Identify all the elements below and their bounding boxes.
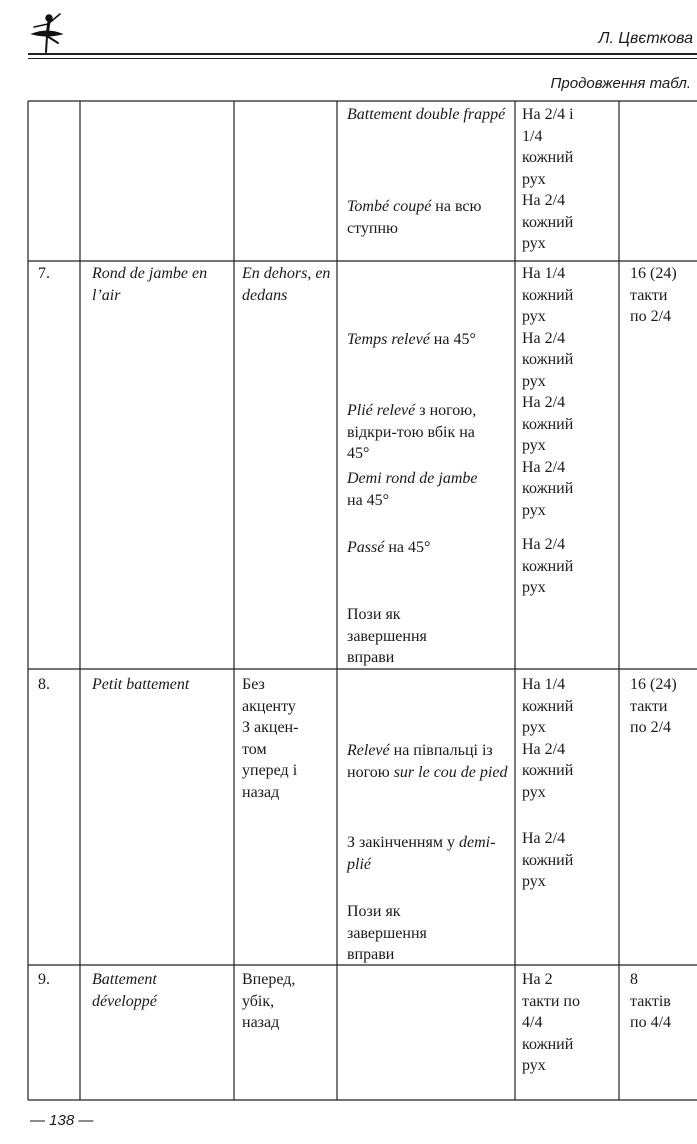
cell-line: тактів <box>630 992 671 1010</box>
cell-line: кожний <box>522 286 574 304</box>
table-cell <box>347 400 497 465</box>
cell-line: уперед і <box>242 762 298 779</box>
cell-line: рух <box>522 719 546 736</box>
cell-line: На 2/4 <box>522 458 566 476</box>
cell-line: кожний <box>522 762 574 779</box>
cell-line: Без <box>242 676 265 693</box>
exercise-name: Petit battement <box>92 676 190 693</box>
cell-line: рух <box>522 873 546 890</box>
table-cell <box>522 969 617 1077</box>
table-cell <box>630 674 696 739</box>
cell-line: На 1/4 <box>522 676 566 693</box>
cell-line: На 2 <box>522 971 553 988</box>
cell-line: На 2/4 <box>522 830 566 847</box>
cell-line: рух <box>522 783 546 801</box>
exercise-text: на 45° <box>347 491 390 509</box>
table-cell <box>630 969 696 1034</box>
cell-line: кожний <box>522 1035 574 1053</box>
exercise-text: з ногою, відкри-тою вбік на 45° <box>347 402 477 462</box>
table-cell <box>522 104 617 255</box>
author-name: Л. Цвєткова <box>598 30 693 47</box>
exercise-text: на всю ступню <box>347 198 482 237</box>
exercise-text: З закінченням у <box>347 834 459 851</box>
table-cell: Пози як завершення вправи <box>347 606 427 666</box>
cell-line: кожний <box>522 351 574 368</box>
cell-line: по 2/4 <box>630 719 672 736</box>
cell-line: такти <box>630 286 668 304</box>
cell-line: кожний <box>522 480 574 497</box>
cell-line: На 2/4 <box>522 740 566 758</box>
cell-line: акценту <box>242 697 296 715</box>
table-cell: Пози як завершення вправи <box>347 903 427 963</box>
cell-line: рух <box>522 235 546 252</box>
cell-line: кожний <box>522 851 574 869</box>
exercise-term: Tombé coupé <box>347 198 432 215</box>
exercise-direction: En dehors, en dedans <box>242 265 331 304</box>
exercise-text: на 45° <box>384 539 431 556</box>
table-cell <box>522 534 617 599</box>
cell-line: рух <box>522 437 546 454</box>
cell-line: том <box>242 740 267 758</box>
cell-line: 8 <box>630 971 638 988</box>
cell-line: 16 (24) <box>630 676 677 693</box>
table-cell <box>347 740 509 783</box>
cell-line: такти по <box>522 992 580 1010</box>
exercise-term: Demi rond de jambe <box>347 470 478 487</box>
cell-line: 1/4 <box>522 127 543 145</box>
cell-line: назад <box>242 783 280 801</box>
table-cell <box>347 537 512 559</box>
exercise-name: Rond de jambe en l’air <box>92 265 208 304</box>
cell-line: убік, <box>242 992 275 1010</box>
exercise-term: Passé <box>347 539 385 556</box>
dancer-logo-icon <box>28 10 68 56</box>
table-cell <box>242 674 334 803</box>
cell-line: по 2/4 <box>630 308 672 325</box>
header-rule-thin <box>28 58 697 59</box>
cell-line: по 4/4 <box>630 1014 672 1031</box>
cell-line: На 2/4 і <box>522 106 574 123</box>
table-cell <box>347 468 497 511</box>
exercise-term: sur le cou de pied <box>393 763 508 781</box>
cell-line: рух <box>522 1057 546 1074</box>
table-cell <box>630 263 696 328</box>
cell-line: На 2/4 <box>522 394 566 411</box>
table-cell <box>347 832 512 875</box>
cell-line: такти <box>630 697 668 715</box>
exercise-name: Battement développé <box>92 971 157 1010</box>
row-number: 8. <box>38 676 50 693</box>
cell-line: кожний <box>522 697 574 715</box>
cell-line: рух <box>522 501 546 519</box>
cell-line: рух <box>522 308 546 325</box>
cell-line: Вперед, <box>242 971 296 988</box>
table-continuation-label: Продовження табл. <box>550 75 691 92</box>
cell-line: рух <box>522 372 546 390</box>
cell-line: На 2/4 <box>522 329 566 347</box>
table-cell <box>347 329 512 351</box>
cell-line: На 2/4 <box>522 536 566 553</box>
cell-line: рух <box>522 170 546 188</box>
cell-line: кожний <box>522 213 574 231</box>
cell-line: назад <box>242 1014 280 1031</box>
exercise-text: на півпальці із ногою <box>347 742 493 781</box>
header-rule <box>28 53 697 55</box>
exercise-term: Relevé <box>347 742 390 759</box>
table-cell <box>522 828 617 893</box>
cell-line: 16 (24) <box>630 265 677 282</box>
table-cell <box>522 263 617 521</box>
cell-line: На 2/4 <box>522 192 566 209</box>
row-number: 7. <box>38 265 50 282</box>
page-number: — 138 — <box>30 1112 94 1129</box>
exercise-text: на 45° <box>429 331 476 348</box>
exercise-term: Plié relevé <box>347 402 416 419</box>
cell-line: кожний <box>522 149 574 166</box>
cell-line: 4/4 <box>522 1014 543 1031</box>
table-cell <box>347 104 512 126</box>
row-number: 9. <box>38 971 50 988</box>
cell-line: З акцен- <box>242 719 299 736</box>
exercise-term: demi-plié <box>347 834 496 873</box>
table-cell <box>242 969 334 1034</box>
cell-line: рух <box>522 579 546 596</box>
table-cell <box>347 196 512 239</box>
cell-line: кожний <box>522 415 574 433</box>
cell-line: На 1/4 <box>522 265 566 282</box>
exercise-term: Battement double frappé <box>347 106 506 123</box>
cell-line: кожний <box>522 557 574 575</box>
table-cell <box>522 674 617 803</box>
exercise-term: Temps relevé <box>347 331 430 348</box>
